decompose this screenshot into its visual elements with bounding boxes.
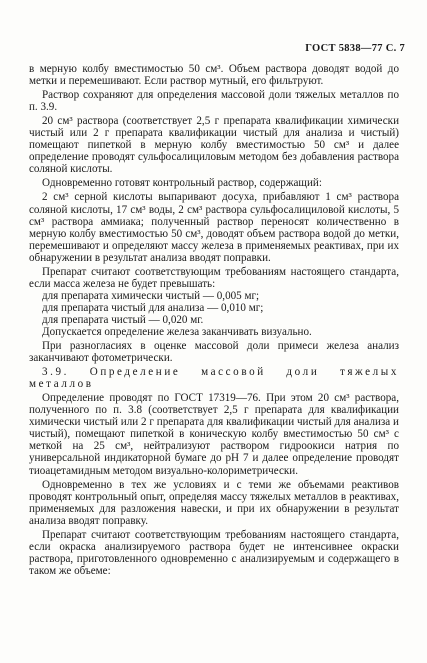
paragraph-acceptance-iron: Препарат считают соответствующим требованиям настоящего стандарта, если масса железа не будет превышать: <box>29 265 399 290</box>
paragraph-control-intro: Одновременно готовят контрольный раствор, содержащий: <box>42 177 322 190</box>
section-heading-heavy-metals: 3.9. Определение массовой доли тяжелых металлов <box>29 366 399 391</box>
paragraph-acceptance-heavy-metals: Препарат считают соответствующим требованиям настоящего стандарта, если окраска анализируемого раствора будет не интенсивнее окраски раствора, приготовленного одновременно с анализируемым и содержащего в таком же объеме: <box>29 528 399 577</box>
limit-chemically-pure: для препарата химически чистый — 0,005 мг; <box>42 289 260 302</box>
paragraph-visual-allowed: Допускается определение железа заканчивать визуально. <box>42 325 312 338</box>
paragraph-solution-storage: Раствор сохраняют для определения массовой доли тяжелых металлов по п. 3.9. <box>29 89 399 114</box>
document-body <box>29 63 399 577</box>
paragraph-heavy-metals-method: Определение проводят по ГОСТ 17319—76. При этом 20 см³ раствора, полученного по п. 3.8 (соответствует 2,5 г препарата для квалификации химически чистый или 2 г препарата для квалификации чистый для анализа и чистый), помещают пипеткой в коническую колбу вместимостью 50 см³ с меткой на 25 см³, нейтрализуют раствором гидроокиси натрия по универсальной индикаторной бумаге до рН 7 и далее определение проводят тиоацетамидным методом визуально-колориметрически. <box>29 392 399 477</box>
limit-analytical-grade: для препарата чистый для анализа — 0,010 мг; <box>42 301 264 314</box>
paragraph-control-procedure: 2 см³ серной кислоты выпаривают досуха, прибавляют 1 см³ раствора соляной кислоты, 17 см³ воды, 2 см³ раствора сульфосалициловой кислоты, 5 см³ раствора аммиака; полученный раствор переносят количественно в мерную колбу вместимостью 50 см³, доводят объем раствора водой до метки, перемешивают и определяют массу железа в применяемых реактивах, при их обнаружении в результат анализа вводят поправки. <box>29 191 399 264</box>
limit-pure: для препарата чистый — 0,020 мг. <box>42 313 204 326</box>
page-header: ГОСТ 5838—77 С. 7 <box>305 43 405 54</box>
paragraph-control-experiment: Одновременно в тех же условиях и с теми же объемами реактивов проводят контрольный опыт, определяя массу тяжелых металлов в реактивах, применяемых для разложения навески, и при их обнаружении в результат анализа вводят поправку. <box>29 478 399 527</box>
paragraph-continuation: в мерную колбу вместимостью 50 см³. Объем раствора доводят водой до метки и перемешивают. Если раствор мутный, его фильтруют. <box>29 63 399 88</box>
paragraph-sample-aliquot: 20 см³ раствора (соответствует 2,5 г препарата квалификации химически чистый или 2 г препарата квалификации чистый для анализа и чистый) помещают пипеткой в мерную колбу вместимостью 50 см³ и далее определение проводят сульфосалициловым методом без добавления раствора соляной кислоты. <box>29 115 399 176</box>
paragraph-disagreement: При разногласиях в оценке массовой доли примеси железа анализ заканчивают фотометрически. <box>29 340 399 365</box>
